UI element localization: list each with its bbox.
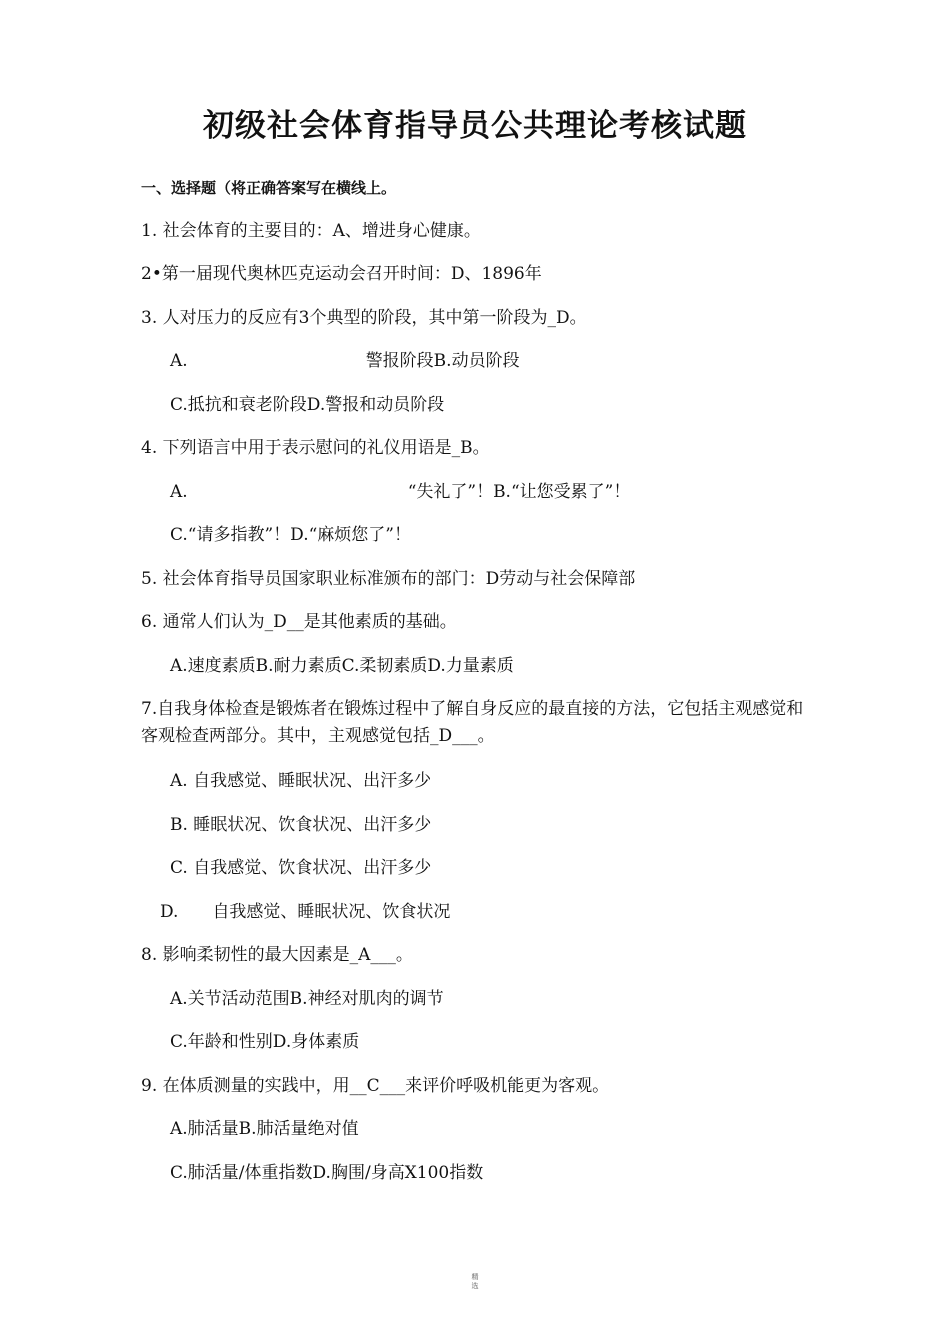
question-2: 2•第一届现代奥林匹克运动会召开时间：D、1896年 [141,264,542,284]
option-label: A. [170,351,188,371]
question-9-option-c: C.肺活量/体重指数D.胸围/身高X100指数 [170,1163,484,1183]
question-1: 1. 社会体育的主要目的：A、增进身心健康。 [141,221,481,241]
question-9: 9. 在体质测量的实践中，用__C___来评价呼吸机能更为客观。 [141,1076,610,1096]
footer-line-2: 选 [471,1282,479,1290]
question-3: 3. 人对压力的反应有3个典型的阶段，其中第一阶段为_D。 [141,308,587,328]
question-4-option-a [170,481,630,503]
question-8: 8. 影响柔韧性的最大因素是_A___。 [141,945,413,965]
question-7-option-d [160,901,450,923]
question-4-option-c: C.“请多指教”！D.“麻烦您了”！ [170,525,411,545]
option-label: D. [160,902,179,922]
footer-line-1: 精 [471,1273,479,1281]
question-5: 5. 社会体育指导员国家职业标准颁布的部门：D劳动与社会保障部 [141,569,636,589]
question-7-option-b: B. 睡眠状况、饮食状况、出汗多少 [170,815,432,835]
option-text: 警报阶段B.动员阶段 [365,351,520,371]
question-7-option-a: A. 自我感觉、睡眠状况、出汗多少 [170,771,432,791]
footer-mark [0,1273,950,1291]
question-7-option-c: C. 自我感觉、饮食状况、出汗多少 [170,858,432,878]
page-title: 初级社会体育指导员公共理论考核试题 [203,108,747,144]
section-heading: 一、选择题（将正确答案写在横线上。 [141,179,397,197]
option-text: 自我感觉、睡眠状况、饮食状况 [212,902,451,922]
question-3-option-a [170,350,520,372]
question-4: 4. 下列语言中用于表示慰问的礼仪用语是_B。 [141,438,490,458]
option-label: A. [170,482,188,502]
question-8-option-c: C.年龄和性别D.身体素质 [170,1032,360,1052]
option-text: “失礼了”！B.“让您受累了”！ [407,482,631,502]
question-7: 7.自我身体检查是锻炼者在锻炼过程中了解自身反应的最直接的方法，它包括主观感觉和客观检查两部分。其中，主观感觉包括_D___。 [141,699,804,746]
question-9-option-a: A.肺活量B.肺活量绝对值 [170,1119,359,1139]
question-6-options: A.速度素质B.耐力素质C.柔韧素质D.力量素质 [170,656,514,676]
question-6: 6. 通常人们认为_D__是其他素质的基础。 [141,612,457,632]
question-3-option-c: C.抵抗和衰老阶段D.警报和动员阶段 [170,395,445,415]
question-8-option-a: A.关节活动范围B.神经对肌肉的调节 [170,989,444,1009]
